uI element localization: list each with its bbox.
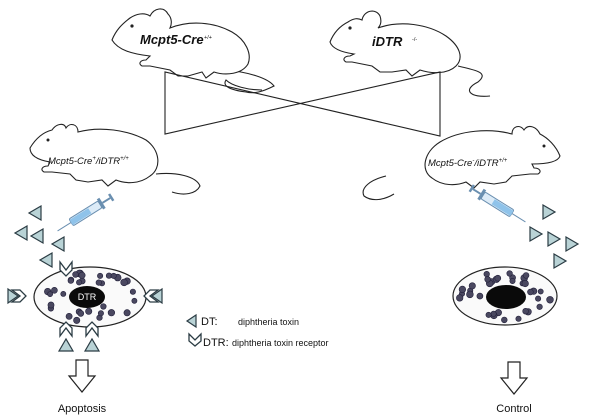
- triangle-icon: [85, 339, 99, 351]
- granule: [132, 298, 137, 303]
- outcome-apoptosis: Apoptosis: [57, 403, 107, 415]
- chevron-receptor-icon: [189, 334, 201, 346]
- granule: [495, 275, 501, 281]
- granule: [130, 289, 135, 294]
- granule: [78, 310, 84, 316]
- granule: [459, 286, 466, 293]
- triangle-icon: [52, 237, 64, 251]
- granule: [101, 304, 107, 310]
- granule: [124, 310, 130, 316]
- syringe-icon: [54, 192, 115, 236]
- granule: [516, 316, 521, 321]
- toxin-group-left: [15, 206, 64, 267]
- granule: [68, 278, 74, 284]
- granule: [48, 292, 53, 297]
- granule: [522, 280, 529, 287]
- granule: [523, 308, 529, 314]
- granule: [510, 278, 515, 283]
- arrow-down-icon: [69, 360, 95, 392]
- triangle-icon: [187, 315, 196, 327]
- legend-dtr-desc: diphtheria toxin receptor: [232, 338, 329, 348]
- granule: [486, 312, 491, 317]
- granule: [485, 276, 491, 282]
- granule: [86, 308, 92, 314]
- toxin-group-right: [530, 205, 578, 268]
- granule: [98, 311, 103, 316]
- granule: [507, 271, 513, 277]
- granule: [528, 289, 534, 295]
- triangle-icon: [31, 229, 43, 243]
- triangle-icon: [29, 206, 41, 220]
- granule: [73, 272, 79, 278]
- triangle-icon: [548, 232, 560, 246]
- granule: [477, 293, 483, 299]
- cell-left: [8, 262, 162, 351]
- triangle-icon: [566, 237, 578, 251]
- parent-left-name: Mcpt5-Cre: [140, 32, 204, 47]
- nucleus-label: DTR: [77, 292, 97, 302]
- granule: [108, 309, 115, 316]
- arrow-down-icon: [501, 362, 527, 394]
- triangle-icon: [543, 205, 555, 219]
- granule: [61, 291, 66, 296]
- granule: [547, 296, 554, 303]
- granule: [523, 273, 529, 279]
- breeding-cross: [165, 72, 440, 136]
- outcome-control: Control: [496, 403, 532, 415]
- granule: [537, 304, 543, 310]
- legend-dt-desc: diphtheria toxin: [238, 317, 300, 327]
- granule: [538, 289, 543, 294]
- mouse-offspring-left: [30, 124, 200, 194]
- parent-left-genotype: +/+: [204, 35, 212, 41]
- triangle-icon: [15, 226, 27, 240]
- nucleus: [486, 285, 526, 309]
- granule: [74, 317, 80, 323]
- parent-right-name: iDTR: [372, 34, 403, 49]
- offspring-right-genotype: Mcpt5-Cre-/iDTR+/+: [428, 158, 508, 169]
- granule: [97, 273, 102, 278]
- granule: [491, 311, 496, 316]
- triangle-icon: [530, 227, 542, 241]
- offspring-left-genotype: Mcpt5-Cre+/iDTR+/+: [48, 156, 129, 167]
- granule: [467, 291, 474, 298]
- granule: [79, 272, 85, 278]
- cell-right: [453, 267, 557, 325]
- granule: [501, 317, 507, 323]
- granule: [121, 279, 128, 286]
- triangle-icon: [40, 253, 52, 267]
- legend-dtr-key: DTR:: [203, 337, 229, 349]
- granule: [48, 302, 54, 308]
- legend: [187, 315, 329, 349]
- triangle-icon: [554, 254, 566, 268]
- granule: [535, 296, 540, 301]
- parent-right-genotype: -/-: [412, 37, 418, 43]
- granule: [96, 280, 102, 286]
- granule: [456, 295, 463, 302]
- mouse-offspring-right: [363, 127, 560, 200]
- legend-dt-key: DT:: [201, 316, 218, 328]
- granule: [469, 283, 475, 289]
- triangle-icon: [59, 339, 73, 351]
- syringe-icon: [468, 183, 529, 227]
- granule: [484, 271, 490, 277]
- mouse-parent-left: [112, 9, 274, 93]
- granule: [76, 280, 81, 285]
- granule: [111, 273, 116, 278]
- mouse-parent-right: [330, 11, 490, 96]
- granule: [66, 313, 72, 319]
